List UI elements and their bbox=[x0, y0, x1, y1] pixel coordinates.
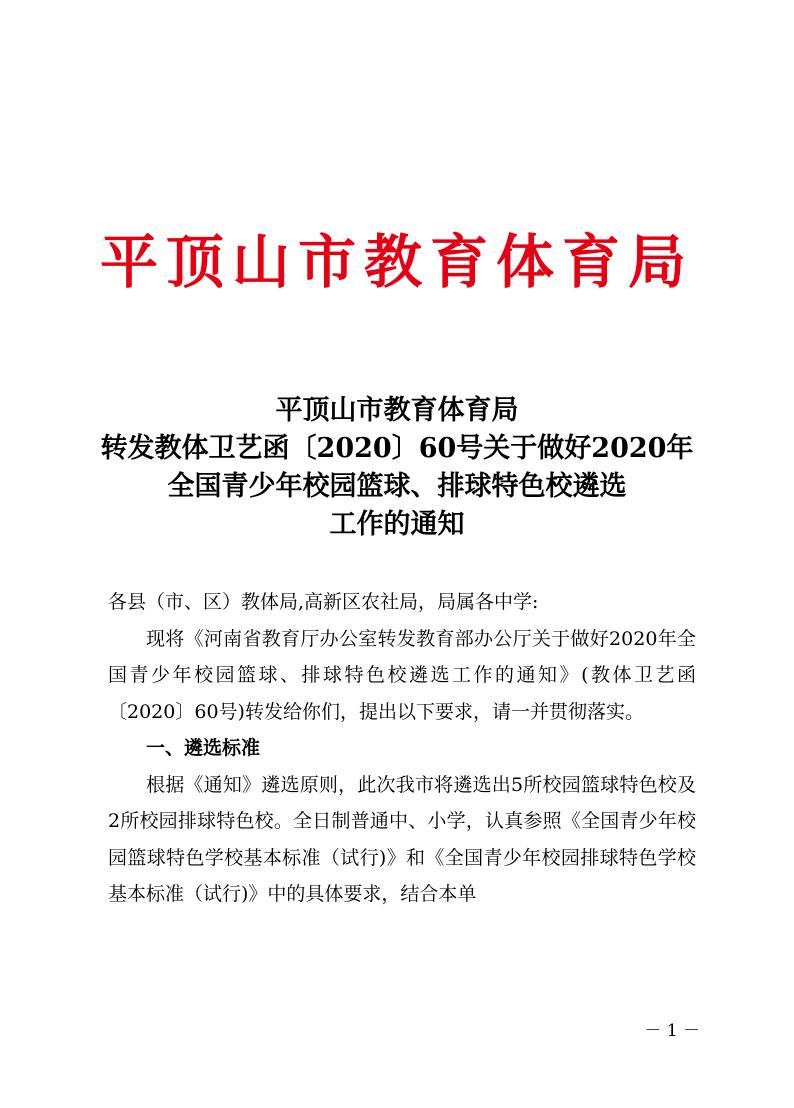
section-heading: 一、遴选标准 bbox=[146, 737, 261, 759]
document-title bbox=[0, 392, 794, 544]
title-line: 平顶山市教育体育局 bbox=[275, 395, 519, 426]
page-number: － 1 － bbox=[644, 1021, 700, 1041]
intro-paragraph: 现将《河南省教育厅办公室转发教育部办公厅关于做好2020年全国青少年校园篮球、排球特色校遴选工作的通知》(教体卫艺函〔2020〕60号)转发给你们，提出以下要求，请一并贯彻落实。 bbox=[108, 627, 696, 723]
title-line: 工作的通知 bbox=[329, 509, 465, 540]
document-body bbox=[108, 584, 696, 913]
salutation: 各县（市、区）教体局,高新区农社局，局属各中学: bbox=[108, 591, 539, 613]
title-line: 转发教体卫艺函〔2020〕60号关于做好2020年 bbox=[100, 433, 694, 464]
letterhead-title: 平顶山市教育体育局 bbox=[99, 228, 694, 296]
section-paragraph: 根据《通知》遴选原则，此次我市将遴选出5所校园篮球特色校及2所校园排球特色校。全日制普通中、小学，认真参照《全国青少年校园篮球特色学校基本标准（试行)》和《全国青少年校园排球特色学校基本标准（试行)》中的具体要求，结合本单 bbox=[108, 773, 696, 905]
title-line: 全国青少年校园篮球、排球特色校遴选 bbox=[167, 471, 627, 502]
